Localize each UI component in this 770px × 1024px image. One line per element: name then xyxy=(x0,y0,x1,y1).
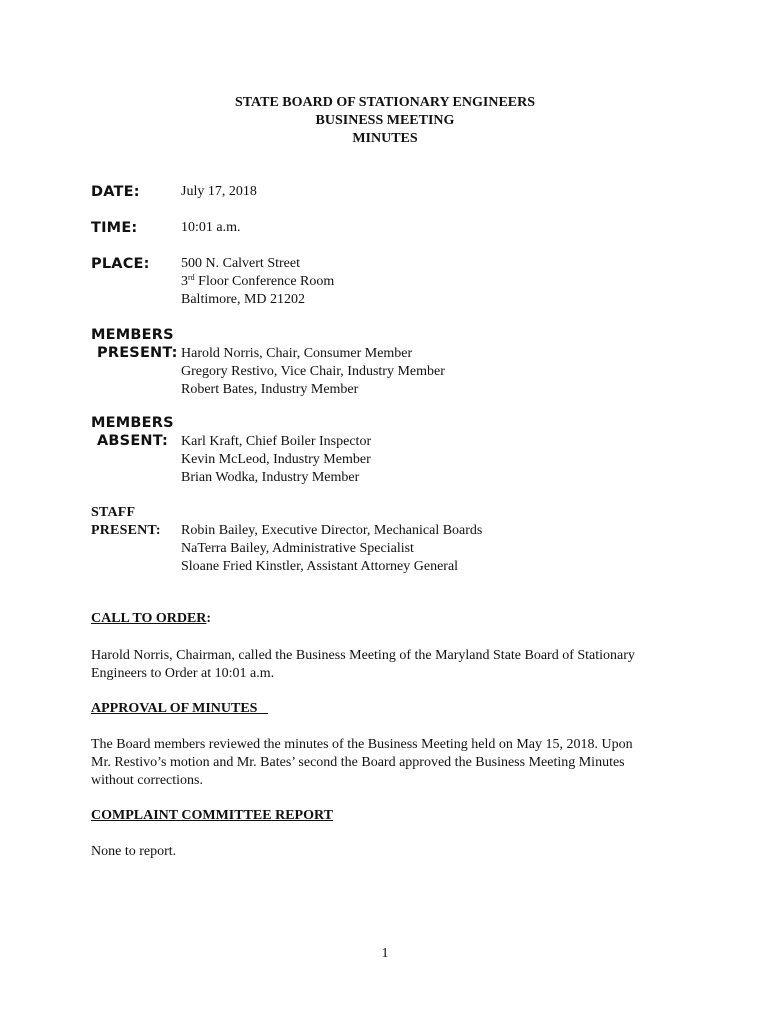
list-item: Harold Norris, Chair, Consumer Member xyxy=(181,346,413,361)
list-item: NaTerra Bailey, Administrative Specialist xyxy=(181,541,414,556)
time-label: TIME: xyxy=(91,220,138,236)
members-present-list xyxy=(181,345,445,399)
members-absent-label-line2: ABSENT: xyxy=(97,433,169,449)
members-present-label xyxy=(91,326,178,362)
title-line-minutes: MINUTES xyxy=(352,131,418,146)
place-floor-suffix: rd xyxy=(188,273,195,282)
complaint-committee-paragraph xyxy=(91,843,681,861)
approval-of-minutes-paragraph xyxy=(91,736,681,790)
members-present-label-line1: MEMBERS xyxy=(91,327,174,343)
members-absent-label xyxy=(91,414,174,450)
members-present-label-line2: PRESENT: xyxy=(97,345,178,361)
list-item: Robert Bates, Industry Member xyxy=(181,382,359,397)
approval-of-minutes-heading: APPROVAL OF MINUTES xyxy=(91,701,268,716)
paragraph-line: The Board members reviewed the minutes of the Business Meeting held on May 15, 2018. Upon xyxy=(91,737,633,752)
place-floor-rest: Floor Conference Room xyxy=(194,274,335,289)
title-line-board: STATE BOARD OF STATIONARY ENGINEERS xyxy=(234,95,536,110)
title-line-meeting: BUSINESS MEETING xyxy=(315,113,455,128)
list-item: Robin Bailey, Executive Director, Mechanical Boards xyxy=(181,523,483,538)
complaint-committee-heading: COMPLAINT COMMITTEE REPORT xyxy=(91,808,333,823)
staff-present-label xyxy=(91,504,161,540)
members-absent-list xyxy=(181,433,371,487)
list-item: Karl Kraft, Chief Boiler Inspector xyxy=(181,434,372,449)
document-title xyxy=(0,94,770,148)
paragraph-line: Harold Norris, Chairman, called the Business Meeting of the Maryland State Board of Stationary xyxy=(91,648,635,663)
list-item: Gregory Restivo, Vice Chair, Industry Member xyxy=(181,364,445,379)
staff-present-label-line1: STAFF xyxy=(91,505,136,520)
call-to-order-heading-text: CALL TO ORDER xyxy=(91,611,207,626)
place-label: PLACE: xyxy=(91,256,150,272)
staff-present-label-line2: PRESENT: xyxy=(91,523,161,538)
time-value xyxy=(181,219,241,237)
paragraph-line: None to report. xyxy=(91,844,177,859)
call-to-order-paragraph xyxy=(91,647,681,683)
members-absent-label-line1: MEMBERS xyxy=(91,415,174,431)
time-text: 10:01 a.m. xyxy=(181,220,241,235)
place-street: 500 N. Calvert Street xyxy=(181,256,300,271)
call-to-order-heading xyxy=(91,610,211,628)
call-to-order-heading-colon: : xyxy=(206,611,212,626)
date-value xyxy=(181,183,257,201)
place-floor-number: 3 xyxy=(181,274,188,289)
paragraph-line: without corrections. xyxy=(91,773,203,788)
place-city: Baltimore, MD 21202 xyxy=(181,292,306,307)
list-item: Kevin McLeod, Industry Member xyxy=(181,452,371,467)
place-value xyxy=(181,255,334,309)
date-text: July 17, 2018 xyxy=(181,184,257,199)
staff-present-list xyxy=(181,522,482,576)
date-label: DATE: xyxy=(91,184,140,200)
list-item: Sloane Fried Kinstler, Assistant Attorney General xyxy=(181,559,459,574)
place-room xyxy=(181,273,334,291)
paragraph-line: Engineers to Order at 10:01 a.m. xyxy=(91,666,275,681)
paragraph-line: Mr. Restivo’s motion and Mr. Bates’ second the Board approved the Business Meeting Minutes xyxy=(91,755,625,770)
list-item: Brian Wodka, Industry Member xyxy=(181,470,360,485)
page-number: 1 xyxy=(381,946,389,961)
